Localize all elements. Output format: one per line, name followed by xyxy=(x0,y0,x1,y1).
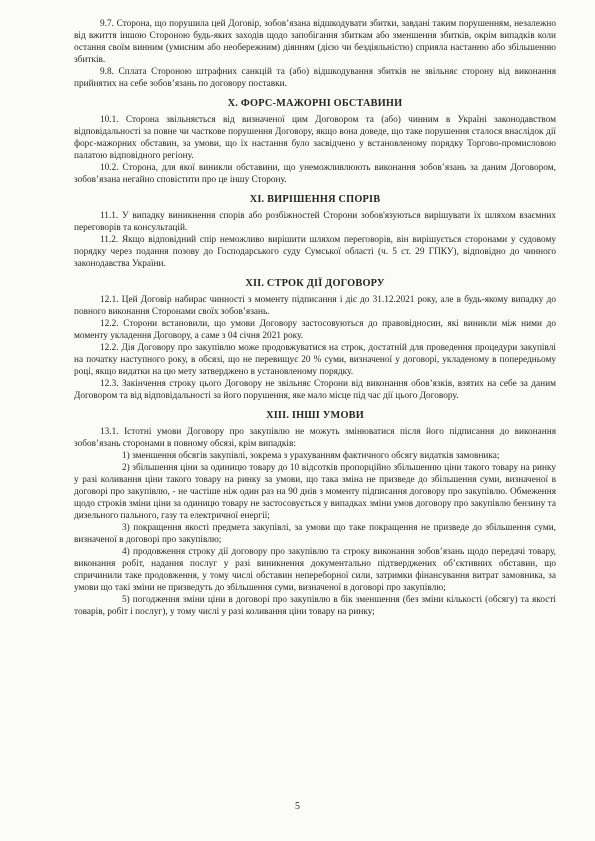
clause-12-3: 12.3. Закінчення строку цього Договору не звільняє Сторони від виконання обов’язків, взятих на себе за даним Договором та від відповідальності за його порушення, яке мало місце під час дії цього Договору. xyxy=(74,379,556,401)
section-heading-term: ХІІ. СТРОК ДІЇ ДОГОВОРУ xyxy=(245,278,385,289)
clause-11-1: 11.1. У випадку виникнення спорів або розбіжностей Сторони зобов'язуються вирішувати їх шляхом взаємних переговорів та консультацій. xyxy=(74,211,556,233)
clause-13-1: 13.1. Істотні умови Договору про закупівлю не можуть змінюватися після його підписання до виконання зобов’язань сторонами в повному обсязі, крім випадків: xyxy=(74,427,556,449)
list-item-3: 3) покращення якості предмета закупівлі, за умови що таке покращення не призведе до збільшення суми, визначеної в договорі про закупівлю; xyxy=(74,523,556,545)
clause-9-8: 9.8. Сплата Стороною штрафних санкцій та (або) відшкодування збитків не звільняє сторону від виконання прийнятих на себе зобов’язань по договору поставки. xyxy=(74,67,556,89)
list-item-1: 1) зменшення обсягів закупівлі, зокрема з урахуванням фактичного обсягу видатків замовника; xyxy=(122,451,500,461)
clause-12-2-b: 12.2. Дія Договору про закупівлю може продовжуватися на строк, достатній для проведення процедури закупівлі на початку наступного року, в обсязі, що не перевищує 20 % суми, визначеної у договорі, укладеному в попередньому році, якщо видатки на цю мету затверджено в установленому порядку. xyxy=(74,343,556,377)
list-item-2: 2) збільшення ціни за одиницю товару до 10 відсотків пропорційно збільшенню ціни такого товару на ринку у разі коливання ціни такого товару на ринку за умови, що така зміна не призведе до збільшення суми, визначеної в договорі про закупівлю, - не частіше ніж один раз на 90 днів з моменту підписання договору про закупівлю. Обмеження щодо строків зміни ціни за одиницю товару не застосовується у випадках зміни умов договору про закупівлю бензину та дизельного пального, газу та електричної енергії; xyxy=(74,463,556,521)
section-heading-force-majeure: Х. ФОРС-МАЖОРНІ ОБСТАВИНИ xyxy=(227,98,403,109)
clause-10-2: 10.2. Сторона, для якої виникли обставини, що унеможливлюють виконання зобов’язань за даним Договором, зобов’язана негайно сповістити про це іншу Сторону. xyxy=(74,163,556,185)
clause-12-1: 12.1. Цей Договір набирає чинності з моменту підписання і діє до 31.12.2021 року, але в будь-якому випадку до повного виконання Сторонами своїх зобов’язань. xyxy=(74,295,556,317)
list-item-4: 4) продовження строку дії договору про закупівлю та строку виконання зобов’язань щодо передачі товару, виконання робіт, надання послуг у разі виникнення документально підтверджених об’єктивних обставин, що спричинили таке продовження, у тому числі обставин непереборної сили, затримки фінансування витрат замовника, за умови що такі зміни не призведуть до збільшення суми, визначеної в договорі про закупівлю; xyxy=(74,547,556,593)
clause-11-2: 11.2. Якщо відповідний спір неможливо вирішити шляхом переговорів, він вирішується сторонами у судовому порядку через подання позову до Господарського суду Сумської області (ч. 5 ст. 29 ГПКУ), відповідно до чинного законодавства України. xyxy=(74,235,556,269)
clause-12-2-a: 12.2. Сторони встановили, що умови Договору застосовуються до правовідносин, які виникли між ними до моменту укладення Договору, а саме з 04 січня 2021 року. xyxy=(74,319,556,341)
list-item-5: 5) погодження зміни ціни в договорі про закупівлю в бік зменшення (без зміни кількості (обсягу) та якості товарів, робіт і послуг), у тому числі у разі коливання ціни товару на ринку; xyxy=(74,595,556,617)
page-number: 5 xyxy=(295,801,300,812)
clause-10-1: 10.1. Сторона звільняється від визначеної цим Договором та (або) чинним в Україні законодавством відповідальності за повне чи часткове порушення Договору, якщо вона доведе, що таке порушення сталося внаслідок дії форс-мажорних обставин, за умови, що їх настання було засвідчено у встановленому порядку Торгово-промисловою палатою відповідного регіону. xyxy=(74,115,556,161)
section-heading-disputes: ХІ. ВИРІШЕННЯ СПОРІВ xyxy=(249,194,381,205)
document-body xyxy=(74,18,556,618)
section-heading-other-terms: ХІІІ. ІНШІ УМОВИ xyxy=(266,410,364,421)
clause-9-7: 9.7. Сторона, що порушила цей Договір, зобов’язана відшкодувати збитки, завдані таким порушенням, незалежно від вжиття іншою Стороною будь-яких заходів щодо запобігання збиткам або зменшення збитків, окрім випадків коли остання своїм винним (умисним або необережним) діянням (дією чи бездіяльністю) сприяла настанню або збільшенню збитків. xyxy=(74,19,556,65)
